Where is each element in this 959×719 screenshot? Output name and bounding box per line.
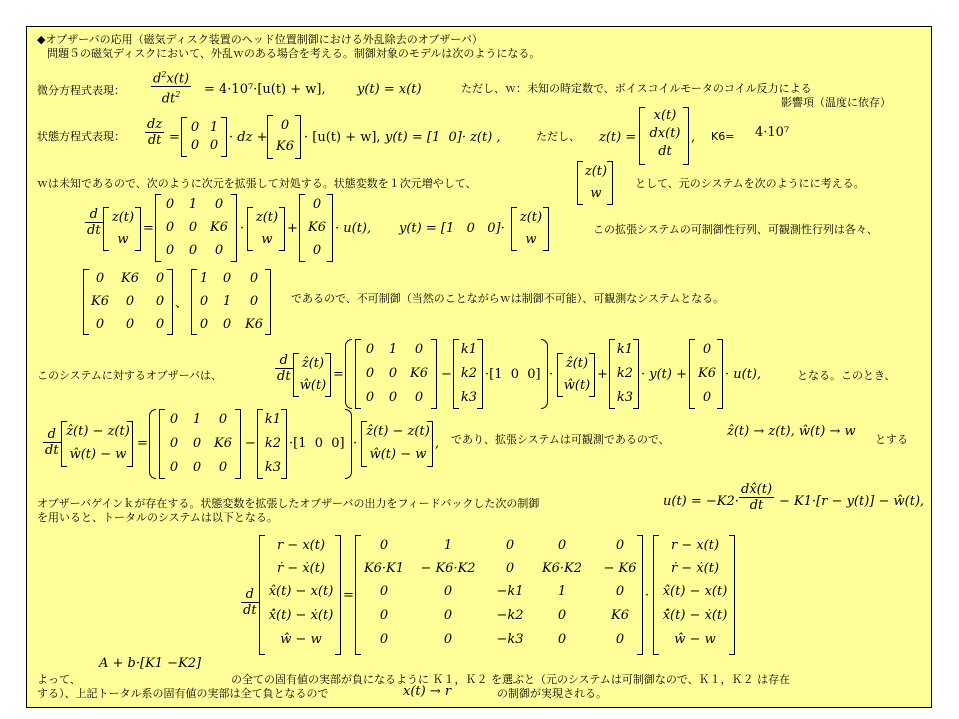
k6-value: 4·10⁷ — [755, 125, 790, 140]
observer-text: このシステムに対するオブザーバは、 — [37, 369, 223, 382]
extended-state-vector: z(t) w — [577, 161, 613, 205]
matrix-B: 0 K6 — [267, 115, 301, 159]
state-eq-label: 状態方程式表現： — [37, 130, 125, 143]
extended-matrix-B: 0 K6 0 — [299, 194, 333, 262]
extend-text-2: として、元のシステムを次のようにに考える。 — [635, 177, 865, 190]
matrix-A: 0 1 0 0 — [181, 117, 227, 157]
ab-expression: A + b·[K1 −K2] — [99, 656, 202, 671]
extend-text: ｗは未知であるので、次のように次元を拡張して対処する。状態変数を１次元増やして、 — [37, 177, 477, 190]
k6-label: K6= — [711, 130, 735, 143]
diff-eq-label: 微分方程式表現： — [37, 84, 125, 97]
observer-matrix-A: 0 1 0 0 0 K6 0 0 0 — [355, 339, 437, 409]
observable-text: であり、拡張システムは可観測であるので、 — [451, 433, 670, 446]
diff-eq-rhs: = 4·10⁷·[u(t) + w], — [204, 82, 326, 97]
extended-matrix-A: 0 1 0 0 0 K6 0 0 0 — [155, 194, 237, 262]
total-system-matrix: 0 1 0 0 0 K6·K1 − K6·K2 0 K6·K2 − K6 0 0 −k1 1 0 0 0 −k2 0 K6 0 0 −k3 0 0 — [355, 535, 643, 655]
intro-text: 問題５の磁気ディスクにおいて、外乱ｗのある場合を考える。制御対象のモデルは次のようになる。 — [47, 47, 541, 60]
diff-eq-note-1: ただし、ｗ：未知の時定数で、ボイスコイルモータのコイル反力による — [461, 82, 812, 95]
controllability-matrix: 0 K6 0 K6 0 0 0 0 0 — [83, 269, 173, 335]
final-text-2: の全ての固有値の実部が負になるように Ｋ１，Ｋ２ を選ぶと（元のシステムは可制御なので、Ｋ１，Ｋ２ は存在 — [231, 673, 791, 686]
ctrb-obsv-text: この拡張システムの可制御性行列、可観測性行列は各々、 — [593, 223, 878, 236]
final-text-1: よって、 — [37, 673, 81, 686]
slide-title: ◆オブザーバの応用（磁気ディスク装置のヘッド位置制御における外乱除去のオブザーバ） — [37, 33, 483, 46]
gain-text: オブザーバゲインｋが存在する。状態変数を拡張したオブザーバの出力をフィードバックした次の制御 — [37, 497, 540, 510]
diff-eq-output: y(t) = x(t) — [357, 82, 422, 97]
state-eq-note: ただし、 — [536, 130, 580, 143]
slide-panel: ◆オブザーバの応用（磁気ディスク装置のヘッド位置制御における外乱除去のオブザーバ） 問題５の磁気ディスクにおいて、外乱ｗのある場合を考える。制御対象のモデルは次のようになる。 微分方程式表現： $\frac{d^2x(t)}{dt^2}$ = 4·10⁷·[u(t) + w], y(t) = x(t) ただし、ｗ：未知の時定数で、ボイスコイルモータのコイル反力による 影響項（温度に依存） 状態方程式表現： $\frac{dz}{dt}$ = 0 1 0 0 · dz + 0 K6 · [u(t) + w], y(t) = [1 0]· z(t) , ただし、 z(t) = x(t) dx(t) dt , K6= 4·10⁷ ｗは未知であるので、次のように次元を拡張して対処する。状態変数を１次元増やして、 z(t) w として、元のシステムを次のようにに考える。 $\frac{d}{dt}$ z(t) w = 0 1 0 0 0 K6 0 0 0 · z(t) w + 0 K6 0 · u(t), y(t) = [1 0 0]· z(t) w この拡張システムの可制御性行列、可観測性行列は各々、 0 K6 0 K6 0 0 0 0 0 、 1 0 0 0 1 0 0 0 K6 であるので、不可制御（当然のことながらｗは制御不可能）、可観測なシステムとなる。 このシステムに対するオブザーバは、 $\frac{d}{dt}$ ẑ(t) ŵ(t) = 0 1 0 0 0 K6 0 0 0 − k1 k2 k3 ·[1 0 0] · ẑ(t) ŵ(t) + k1 k2 k3 · y(t) + 0 K6 0 · u(t), となる。このとき、 $\frac{d}{dt}$ ẑ(t) − z(t) ŵ(t) − w = 0 1 0 0 0 K6 0 0 0 − k1 k2 k3 ·[1 0 0] · ẑ(t) − z(t) ŵ(t) − w , であり、拡張システムは可観測であるので、 ẑ(t) → z(t), ŵ(t) → w とする オブザーバゲインｋが存在する。状態変数を拡張したオブザーバの出力をフィードバックした次の制御 を用いると、トータルのシステムは以下となる。 u(t) = −K2· $\frac{dx̂(t)}{dt}$ − K1·[r − y(t)] − ŵ(t), $\frac{d}{dt}$ r − x(t) ṙ − ẋ(t) x̂(t) − x(t) x̂̇(t) − ẋ(t) ŵ − w = 0 1 0 0 0 K6·K1 − K6·K2 0 K6·K2 − K6 0 0 −k1 1 0 0 0 −k2 0 K6 0 0 −k3 0 0 · r − x(t) ṙ − ẋ(t) x̂(t) − x(t) x̂̇(t) − ẋ(t) ŵ − w よって、 A + b·[K1 −K2] の全ての固有値の実部が負になるように Ｋ１，Ｋ２ を選ぶと（元のシステムは可制御なので、Ｋ１，Ｋ２ は存在 する）、上記トータル系の固有値の実部は全て負となるので x(t) → r の制御が実現される。 — [26, 26, 932, 708]
final-text-4: x(t) → r — [403, 684, 452, 699]
limit-text-2: とする — [875, 433, 908, 446]
observer-text-2: となる。このとき、 — [797, 369, 896, 382]
gain-text-2: を用いると、トータルのシステムは以下となる。 — [37, 511, 278, 524]
final-text-3: する）、上記トータル系の固有値の実部は全て負となるので — [37, 687, 329, 700]
dz-dt-fraction: $\frac{dz}{dt}$ — [147, 117, 163, 148]
total-state-vector: r − x(t) ṙ − ẋ(t) x̂(t) − x(t) x̂̇(t) − ẋ(t) ŵ − w — [259, 535, 341, 655]
limit-expression: ẑ(t) → z(t), ŵ(t) → w — [727, 424, 856, 439]
observer-gain-vector: k1 k2 k3 — [453, 339, 483, 409]
final-text-5: の制御が実現される。 — [497, 687, 607, 700]
observability-matrix: 1 0 0 0 1 0 0 0 K6 — [191, 269, 271, 335]
d2x-dt2-fraction: $\frac{d^2x(t)}{dt^2}$ — [153, 70, 190, 107]
diff-eq-note-2: 影響項（温度に依存） — [781, 96, 891, 109]
state-vector-z: x(t) dx(t) dt — [639, 107, 689, 165]
uncontrollable-text: であるので、不可制御（当然のことながらｗは制御不可能）、可観測なシステムとなる。 — [291, 292, 725, 305]
